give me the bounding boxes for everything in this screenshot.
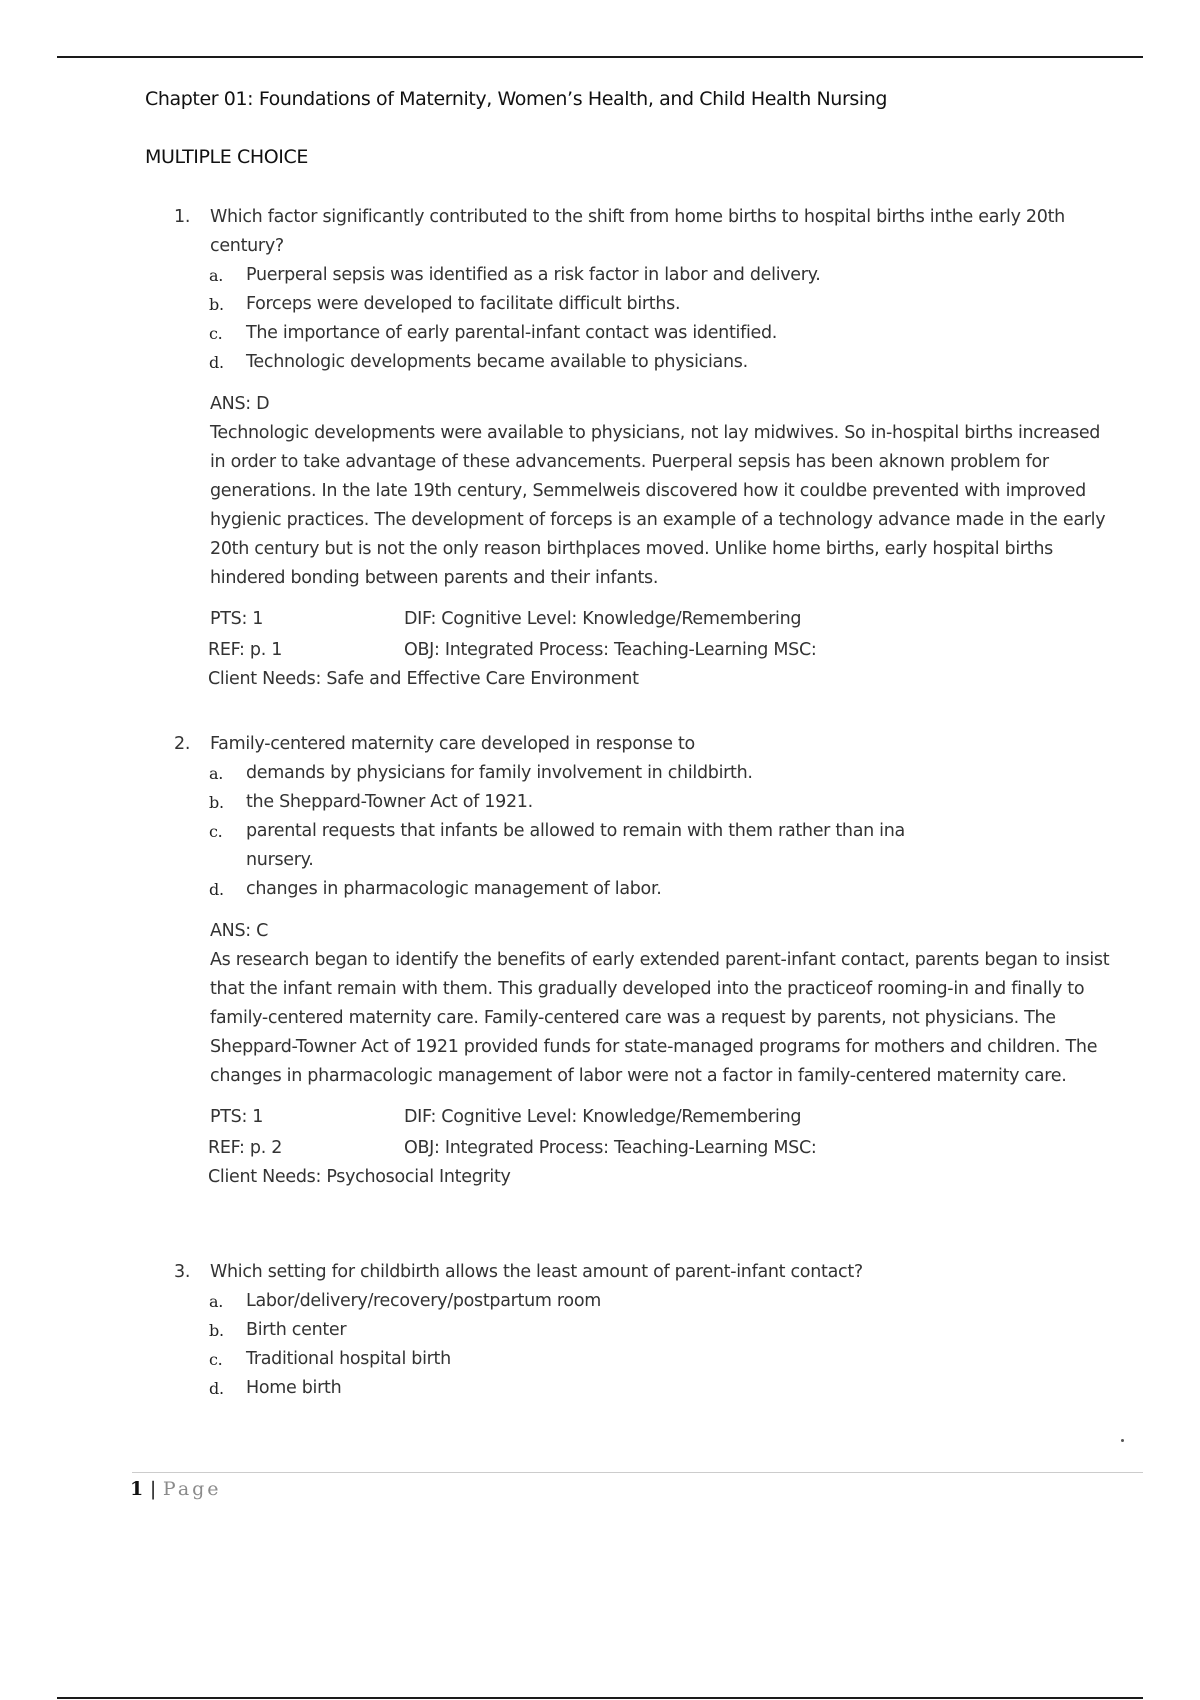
answer-key: ANS: C: [210, 921, 269, 941]
section-heading: MULTIPLE CHOICE: [145, 146, 308, 168]
top-rule: [57, 56, 1143, 58]
ref-field: REF: p. 1: [208, 640, 283, 660]
question-text: Which factor significantly contributed to the shift from home births to hospital births inthe early 20th century?: [210, 207, 1065, 256]
dif-field: DIF: Cognitive Level: Knowledge/Remembering: [404, 609, 802, 629]
choice-letter: c.: [209, 324, 223, 343]
question-number: 3.: [174, 1262, 191, 1282]
question-metadata: [0, 605, 1200, 695]
choice-c: [0, 319, 966, 348]
choice-text: Traditional hospital birth: [246, 1349, 451, 1369]
question-text: Which setting for childbirth allows the least amount of parent-infant contact?: [210, 1262, 863, 1282]
bottom-rule: [57, 1697, 1143, 1699]
rationale: Technologic developments were available to physicians, not lay midwives. So in-hospital births increased in order to take advantage of these advancements. Puerperal sepsis has been aknown problem for generations. In the late 19th century, Semmelweis discovered how it couldbe prevented with improved hygienic practices. The development of forceps is an example of a technology advance made in the early 20th century but is not the only reason birthplaces moved. Unlike home births, early hospital births hindered bonding between parents and their infants.: [210, 423, 1106, 588]
obj-field: OBJ: Integrated Process: Teaching-Learning MSC:: [404, 640, 817, 660]
choice-d: [0, 1374, 966, 1403]
choice-text: Home birth: [246, 1378, 342, 1398]
question-metadata: [0, 1103, 1200, 1193]
choice-letter: d.: [209, 1379, 224, 1398]
choice-text: parental requests that infants be allowed to remain with them rather than ina nursery.: [246, 821, 905, 870]
obj-field: OBJ: Integrated Process: Teaching-Learning MSC:: [404, 1138, 817, 1158]
question-2: [0, 730, 1200, 1193]
choice-d: [0, 348, 966, 377]
choice-a: [0, 1287, 966, 1316]
question-3: [0, 1258, 1200, 1403]
page-number: 1: [130, 1478, 144, 1500]
choice-letter: a.: [209, 266, 224, 285]
choice-text: Technologic developments became available to physicians.: [246, 352, 748, 372]
question-text: Family-centered maternity care developed in response to: [210, 734, 695, 754]
pts-field: PTS: 1: [210, 609, 264, 629]
choice-letter: d.: [209, 880, 224, 899]
ref-field: REF: p. 2: [208, 1138, 283, 1158]
choice-letter: b.: [209, 793, 224, 812]
choice-letter: c.: [209, 1350, 223, 1369]
choice-b: [0, 290, 966, 319]
choice-a: [0, 759, 966, 788]
choice-letter: b.: [209, 1321, 224, 1340]
page-footer: [130, 1478, 222, 1500]
choice-b: [0, 1316, 966, 1345]
choice-text: Forceps were developed to facilitate difficult births.: [246, 294, 681, 314]
choice-c: [0, 1345, 966, 1374]
dif-field: DIF: Cognitive Level: Knowledge/Remembering: [404, 1107, 802, 1127]
question-stem: [0, 1258, 1070, 1287]
choice-d: [0, 875, 966, 904]
choice-letter: a.: [209, 764, 224, 783]
client-needs-field: Client Needs: Psychosocial Integrity: [208, 1167, 511, 1187]
question-stem: [0, 203, 1070, 261]
question-number: 2.: [174, 734, 191, 754]
page-separator: |: [149, 1478, 157, 1500]
client-needs-field: Client Needs: Safe and Effective Care Environment: [208, 669, 639, 689]
footer-rule: [132, 1472, 1143, 1473]
chapter-title: Chapter 01: Foundations of Maternity, Women’s Health, and Child Health Nursing: [145, 88, 888, 110]
choice-text: the Sheppard-Towner Act of 1921.: [246, 792, 533, 812]
question-stem: [0, 730, 1070, 759]
answer-key: ANS: D: [210, 394, 270, 414]
choice-b: [0, 788, 966, 817]
choice-text: changes in pharmacologic management of labor.: [246, 879, 662, 899]
choice-letter: d.: [209, 353, 224, 372]
choice-text: Puerperal sepsis was identified as a risk factor in labor and delivery.: [246, 265, 821, 285]
page-label: Page: [162, 1478, 222, 1500]
choice-text: demands by physicians for family involvement in childbirth.: [246, 763, 753, 783]
choice-c: [0, 817, 966, 875]
choice-letter: a.: [209, 1292, 224, 1311]
question-number: 1.: [174, 207, 191, 227]
rationale: As research began to identify the benefits of early extended parent-infant contact, parents began to insist that the infant remain with them. This gradually developed into the practiceof rooming-in and finally to family-centered maternity care. Family-centered care was a request by parents, not physicians. The Sheppard-Towner Act of 1921 provided funds for state-managed programs for mothers and children. The changes in pharmacologic management of labor were not a factor in family-centered maternity care.: [210, 950, 1110, 1086]
choice-letter: b.: [209, 295, 224, 314]
choice-text: The importance of early parental-infant contact was identified.: [246, 323, 778, 343]
choice-text: Labor/delivery/recovery/postpartum room: [246, 1291, 601, 1311]
question-1: [0, 203, 1200, 695]
choice-text: Birth center: [246, 1320, 347, 1340]
pts-field: PTS: 1: [210, 1107, 264, 1127]
choice-letter: c.: [209, 822, 223, 841]
choice-a: [0, 261, 966, 290]
stray-dot: [1121, 1439, 1124, 1442]
